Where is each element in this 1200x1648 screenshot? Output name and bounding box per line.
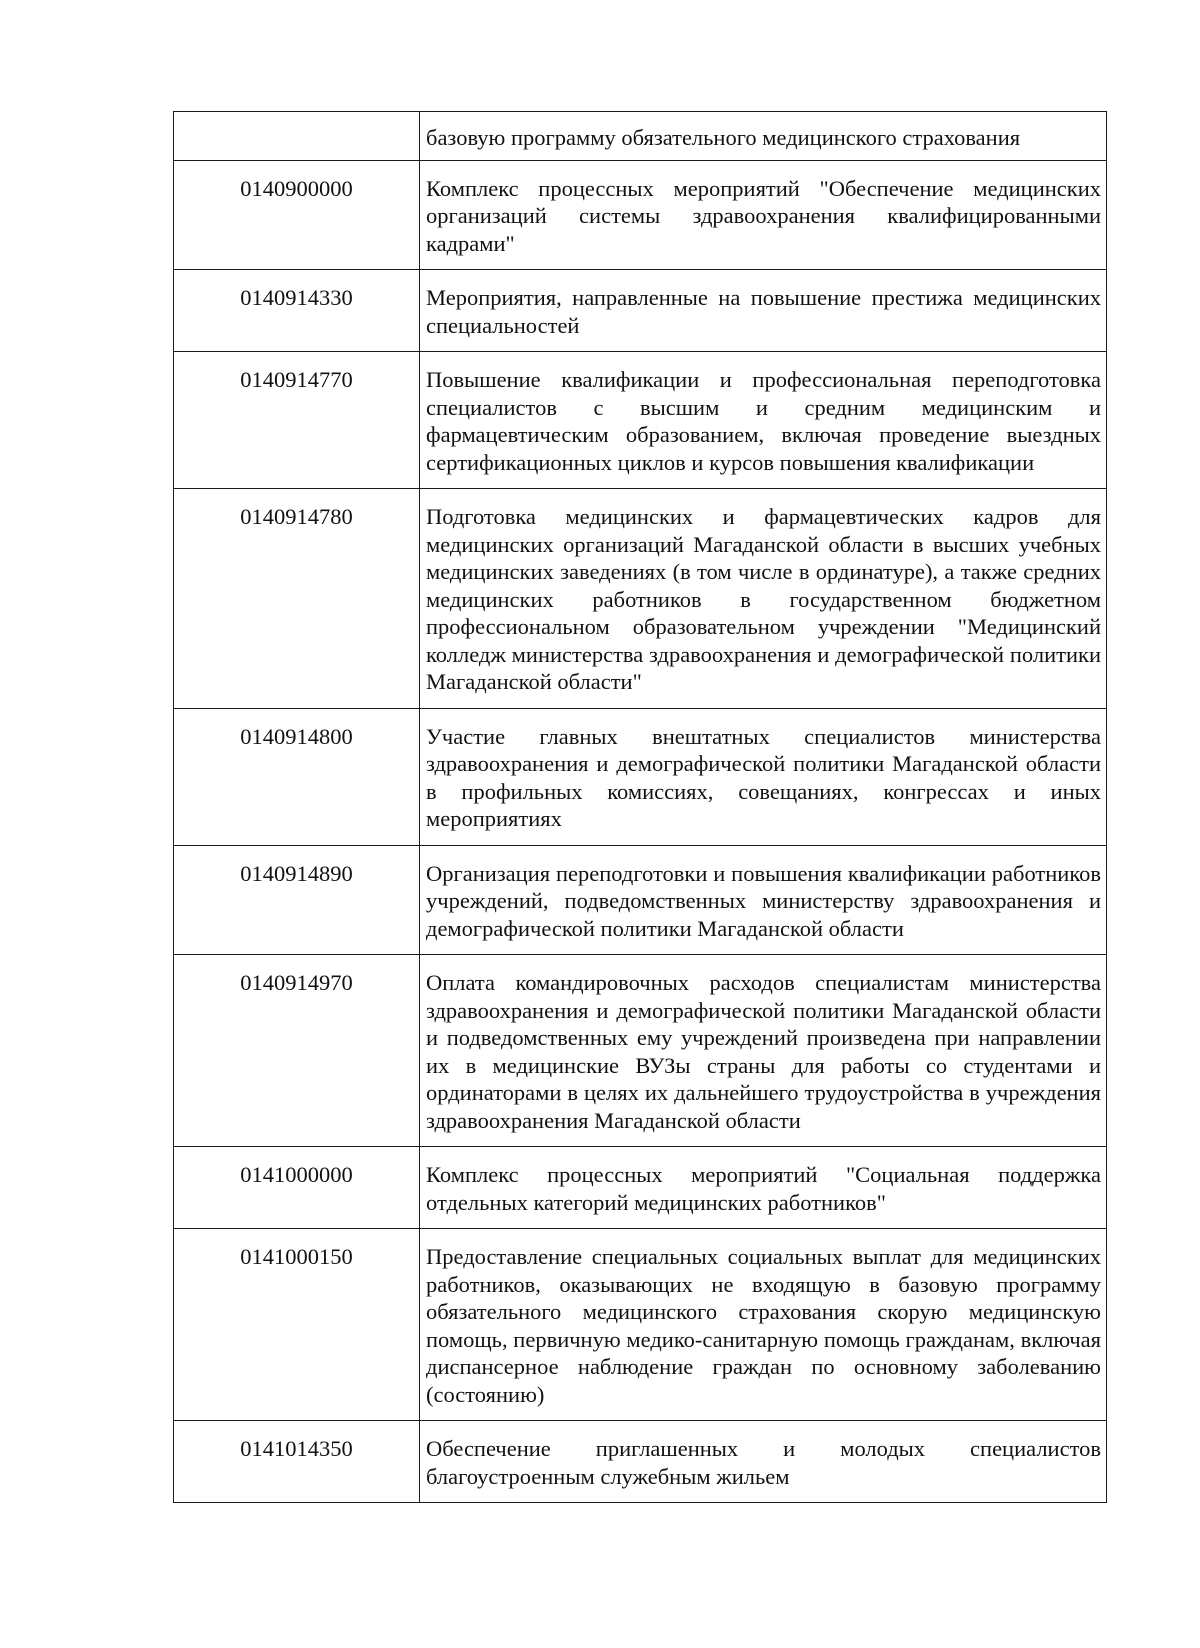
code-cell: 0141000000 (174, 1147, 420, 1229)
budget-code-table (173, 111, 1107, 1503)
table-row (174, 352, 1107, 489)
description-cell: Участие главных внештатных специалистов министерства здравоохранения и демографической политики Магаданской области в профильных комиссиях, совещаниях, конгрессах и иных мероприятиях (420, 708, 1107, 845)
code-cell (174, 112, 420, 161)
description-cell: базовую программу обязательного медицинского страхования (420, 112, 1107, 161)
description-cell: Комплекс процессных мероприятий "Социальная поддержка отдельных категорий медицинских работников" (420, 1147, 1107, 1229)
description-cell: Оплата командировочных расходов специалистам министерства здравоохранения и демографической политики Магаданской области и подведомственных ему учреждений произведена при направлении их в медицинские ВУЗы страны для работы со студентами и ординаторами в целях их дальнейшего трудоустройства в учреждения здравоохранения Магаданской области (420, 955, 1107, 1147)
description-cell: Повышение квалификации и профессиональная переподготовка специалистов с высшим и средним медицинским и фармацевтическим образованием, включая проведение выездных сертификационных циклов и курсов повышения квалификации (420, 352, 1107, 489)
description-cell: Обеспечение приглашенных и молодых специалистов благоустроенным служебным жильем (420, 1421, 1107, 1503)
table-row (174, 955, 1107, 1147)
code-cell: 0141014350 (174, 1421, 420, 1503)
description-cell: Организация переподготовки и повышения квалификации работников учреждений, подведомственных министерству здравоохранения и демографической политики Магаданской области (420, 845, 1107, 955)
description-cell: Предоставление специальных социальных выплат для медицинских работников, оказывающих не входящую в базовую программу обязательного медицинского страхования скорую медицинскую помощь, первичную медико-санитарную помощь гражданам, включая диспансерное наблюдение граждан по основному заболеванию (состоянию) (420, 1229, 1107, 1421)
table-row (174, 1229, 1107, 1421)
table-row (174, 489, 1107, 709)
code-cell: 0140914770 (174, 352, 420, 489)
code-cell: 0140914330 (174, 270, 420, 352)
table-row (174, 112, 1107, 161)
code-cell: 0141000150 (174, 1229, 420, 1421)
description-cell: Комплекс процессных мероприятий "Обеспечение медицинских организаций системы здравоохранения квалифицированными кадрами" (420, 160, 1107, 270)
code-cell: 0140914970 (174, 955, 420, 1147)
table-row (174, 1147, 1107, 1229)
code-cell: 0140914800 (174, 708, 420, 845)
description-cell: Мероприятия, направленные на повышение престижа медицинских специальностей (420, 270, 1107, 352)
table-row (174, 270, 1107, 352)
table-row (174, 708, 1107, 845)
code-cell: 0140914890 (174, 845, 420, 955)
code-cell: 0140914780 (174, 489, 420, 709)
table-row (174, 1421, 1107, 1503)
description-cell: Подготовка медицинских и фармацевтических кадров для медицинских организаций Магаданской области в высших учебных медицинских заведениях (в том числе в ординатуре), а также средних медицинских работников в государственном бюджетном профессиональном образовательном учреждении "Медицинский колледж министерства здравоохранения и демографической политики Магаданской области" (420, 489, 1107, 709)
table-row (174, 160, 1107, 270)
code-cell: 0140900000 (174, 160, 420, 270)
table-row (174, 845, 1107, 955)
